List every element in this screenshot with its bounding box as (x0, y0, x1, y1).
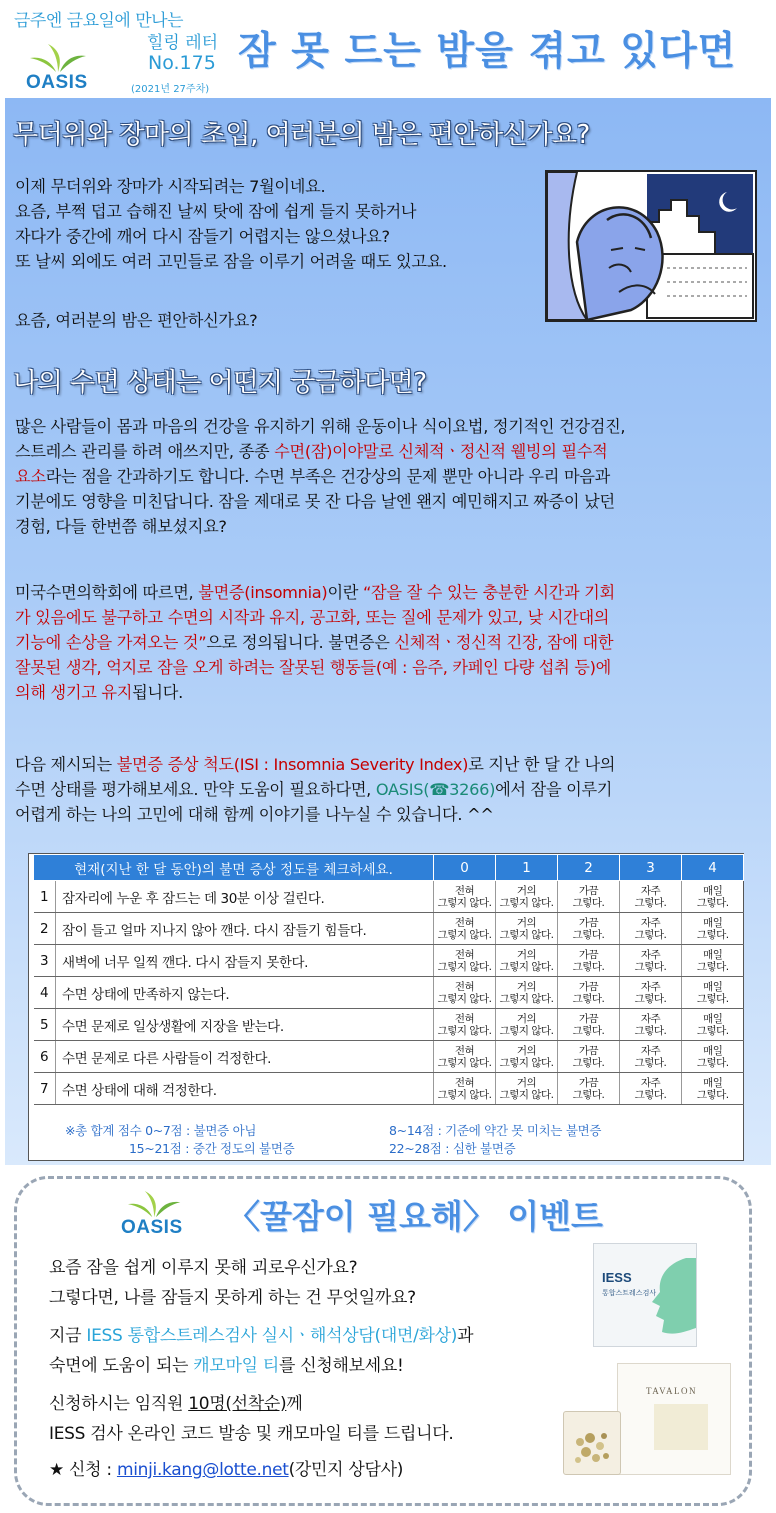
highlight-text: 불면증 증상 척도(ISI : Insomnia Severity Index) (116, 755, 469, 774)
text-line (15, 752, 615, 777)
option-label: 그렇다. (634, 1024, 667, 1037)
option-label: 가끔 (578, 884, 599, 897)
option-label: 그렇다. (696, 1088, 729, 1101)
text-line (49, 1351, 473, 1381)
text-span: 이란 (327, 583, 363, 602)
section1-heading: 무더위와 장마의 초입, 여러분의 밤은 편안하신가요? (13, 120, 590, 150)
table-body (34, 881, 744, 1105)
event-title: 〈꿀잠이 필요해〉 이벤트 (227, 1197, 603, 1236)
text-line (49, 1389, 454, 1419)
answer-option-2[interactable] (558, 1009, 620, 1041)
option-label: 매일 (703, 980, 723, 993)
option-label: 전혀 (454, 948, 475, 961)
text-line (49, 1455, 403, 1485)
page-title: 잠 못 드는 밤을 겪고 있다면 (238, 29, 737, 74)
option-label: 그렇지 않다. (437, 928, 492, 941)
row-number: 7 (34, 1073, 56, 1105)
option-label: 그렇지 않다. (437, 960, 492, 973)
highlight-text: 불면증(insomnia) (198, 583, 328, 602)
option-label: 자주 (640, 980, 661, 993)
text-span: 에서 잠을 이루기 (495, 780, 613, 799)
question-text: 수면 문제로 일상생활에 지장을 받는다. (56, 1009, 434, 1041)
event-intro (49, 1253, 416, 1313)
option-label: 가끔 (578, 1076, 599, 1089)
option-label: 그렇다. (572, 1088, 605, 1101)
tea-leaves-icon (564, 1412, 620, 1474)
highlight-text: 요소 (15, 467, 46, 486)
option-label: 그렇다. (572, 896, 605, 909)
section2-paragraph1 (15, 414, 625, 539)
header (0, 0, 776, 98)
tea-bag-image (563, 1411, 621, 1475)
score-note: ※총 합계 점수 0~7점 : 불면증 아님 (65, 1123, 257, 1138)
answer-option-1[interactable] (496, 977, 558, 1009)
option-label: 그렇다. (572, 992, 605, 1005)
answer-option-1[interactable] (496, 1041, 558, 1073)
highlight-text: 의해 생기고 유지 (15, 683, 133, 702)
answer-option-0[interactable] (434, 1041, 496, 1073)
option-label: 그렇다. (572, 1056, 605, 1069)
highlight-line: 가 있음에도 불구하고 수면의 시작과 유지, 공고화, 또는 질에 문제가 있고, 낮 시간대의 (15, 608, 610, 627)
oasis-logo (121, 1191, 191, 1239)
face-silhouette-icon (636, 1258, 696, 1338)
answer-option-4[interactable] (682, 1041, 744, 1073)
text-line (49, 1321, 473, 1351)
option-label: 거의 (516, 884, 537, 897)
option-label: 그렇지 않다. (499, 1056, 554, 1069)
answer-option-3[interactable] (620, 881, 682, 913)
score-note: 22~28점 : 심한 불면증 (389, 1141, 516, 1156)
counselor-name: (강민지 상담사) (288, 1460, 404, 1480)
answer-option-1[interactable] (496, 881, 558, 913)
option-label: 그렇지 않다. (499, 992, 554, 1005)
option-label: 자주 (640, 916, 661, 929)
score-header: 4 (682, 855, 744, 881)
logo-text: OASIS (26, 72, 88, 93)
question-text: 수면 상태에 대해 걱정한다. (56, 1073, 434, 1105)
text-span: 과 (457, 1326, 474, 1346)
table-row (34, 913, 744, 945)
answer-option-0[interactable] (434, 977, 496, 1009)
option-label: 그렇다. (634, 1088, 667, 1101)
option-label: 전혀 (454, 916, 475, 929)
answer-option-4[interactable] (682, 1009, 744, 1041)
leaf-icon (121, 1191, 191, 1219)
answer-option-4[interactable] (682, 977, 744, 1009)
answer-option-2[interactable] (558, 945, 620, 977)
row-number: 4 (34, 977, 56, 1009)
answer-option-1[interactable] (496, 945, 558, 977)
option-label: 그렇다. (634, 896, 667, 909)
text-line: 경험, 다들 한번쯤 해보셨지요? (15, 517, 227, 536)
isi-table-container (28, 853, 744, 1161)
row-number: 5 (34, 1009, 56, 1041)
answer-option-3[interactable] (620, 913, 682, 945)
section1-closing (15, 308, 257, 333)
text-span: 다음 제시되는 (15, 755, 117, 774)
text-line: 이제 무더위와 장마가 시작되려는 7월이네요. (15, 177, 326, 196)
logo-text: OASIS (121, 1217, 183, 1238)
answer-option-2[interactable] (558, 1041, 620, 1073)
option-label: 그렇다. (634, 928, 667, 941)
row-number: 6 (34, 1041, 56, 1073)
section1-intro (15, 174, 447, 274)
table-row (34, 1041, 744, 1073)
text-line (15, 439, 625, 464)
text-line (15, 464, 625, 489)
book-title: IESS (602, 1270, 632, 1285)
answer-option-4[interactable] (682, 1073, 744, 1105)
tea-box-image (617, 1363, 731, 1475)
header-tagline: 금주엔 금요일에 만나는 (14, 11, 184, 31)
answer-option-2[interactable] (558, 881, 620, 913)
answer-option-1[interactable] (496, 913, 558, 945)
tea-offer: 캐모마일 티 (193, 1356, 280, 1376)
question-text: 수면 문제로 다른 사람들이 걱정한다. (56, 1041, 434, 1073)
option-label: 그렇지 않다. (437, 896, 492, 909)
option-label: 전혀 (454, 1012, 475, 1025)
option-label: 그렇다. (572, 928, 605, 941)
answer-option-1[interactable] (496, 1009, 558, 1041)
option-label: 그렇다. (634, 960, 667, 973)
text-span: 미국수면의학회에 따르면, (15, 583, 199, 602)
option-label: 자주 (640, 884, 661, 897)
table-header-row (34, 855, 744, 881)
text-span: 숙면에 도움이 되는 (49, 1356, 194, 1376)
answer-option-4[interactable] (682, 913, 744, 945)
iess-offer: IESS 통합스트레스검사 실시ㆍ해석상담(대면/화상) (86, 1326, 458, 1346)
section2-paragraph2 (15, 580, 615, 705)
option-label: 전혀 (454, 1044, 475, 1057)
event-details (49, 1389, 454, 1449)
text-span: 스트레스 관리를 하려 애쓰지만, 종종 (15, 442, 275, 461)
score-note: 8~14점 : 기준에 약간 못 미치는 불면증 (389, 1123, 602, 1138)
option-label: 거의 (516, 916, 537, 929)
option-label: 자주 (640, 1012, 661, 1025)
score-note: 15~21점 : 중간 정도의 불면증 (129, 1141, 295, 1156)
question-text: 새벽에 너무 일찍 깬다. 다시 잠들지 못한다. (56, 945, 434, 977)
text-line: 기분에도 영향을 미친답니다. 잠을 제대로 못 잔 다음 날엔 왠지 예민해지고 짜증이 났던 (15, 492, 615, 511)
text-span: 로 지난 한 달 간 나의 (468, 755, 616, 774)
option-label: 그렇다. (634, 1056, 667, 1069)
option-label: 그렇지 않다. (437, 992, 492, 1005)
option-label: 그렇지 않다. (499, 1024, 554, 1037)
header-branding (10, 6, 240, 96)
answer-option-0[interactable] (434, 1073, 496, 1105)
text-line (15, 777, 615, 802)
oasis-logo (26, 44, 94, 94)
option-label: 가끔 (578, 916, 599, 929)
text-line: 어렵게 하는 나의 고민에 대해 함께 이야기를 나누실 수 있습니다. ^^ (15, 805, 494, 824)
option-label: 거의 (516, 980, 537, 993)
highlight-text: “잠을 잘 수 있는 충분한 시간과 기회 (362, 583, 615, 602)
score-header: 2 (558, 855, 620, 881)
option-label: 가끔 (578, 948, 599, 961)
text-span: 라는 점을 간과하기도 합니다. 수면 부족은 건강상의 문제 뿐만 아니라 우리 마음과 (45, 467, 610, 486)
text-line: 요즘, 여러분의 밤은 편안하신가요? (15, 311, 258, 330)
text-line (15, 630, 615, 655)
text-line: 그렇다면, 나를 잠들지 못하게 하는 건 무엇일까요? (49, 1288, 416, 1308)
iess-book-image (593, 1243, 697, 1347)
option-label: 매일 (703, 916, 723, 929)
option-label: 그렇지 않다. (499, 960, 554, 973)
answer-option-0[interactable] (434, 945, 496, 977)
highlight-line: 잘못된 생각, 억지로 잠을 오게 하려는 잘못된 행동들(예 : 음주, 카페인 다량 섭취 등)에 (15, 658, 611, 677)
quota-text: 10명(선착순) (188, 1394, 287, 1414)
answer-option-3[interactable] (620, 1009, 682, 1041)
text-line: 또 날씨 외에도 여러 고민들로 잠을 이루기 어려울 때도 있고요. (15, 252, 447, 271)
row-number: 2 (34, 913, 56, 945)
text-line (15, 680, 615, 705)
option-label: 매일 (703, 1076, 723, 1089)
answer-option-4[interactable] (682, 945, 744, 977)
score-header: 1 (496, 855, 558, 881)
text-line: 요즘, 부쩍 덥고 습해진 날씨 탓에 잠에 쉽게 들지 못하거나 (15, 202, 417, 221)
text-line: IESS 검사 온라인 코드 발송 및 캐모마일 티를 드립니다. (49, 1424, 454, 1444)
highlight-text: 신체적ㆍ정신적 긴장, 잠에 대한 (394, 633, 614, 652)
option-label: 그렇다. (696, 896, 729, 909)
event-box (14, 1176, 752, 1506)
sleepless-illustration (545, 170, 757, 322)
tea-brand: TAVALON (646, 1386, 697, 1396)
option-label: 거의 (516, 1012, 537, 1025)
issue-number: No.175 (148, 52, 216, 74)
isi-table (33, 854, 744, 1105)
section2-heading: 나의 수면 상태는 어떤지 궁금하다면? (13, 368, 427, 398)
section2-paragraph3 (15, 752, 615, 827)
option-label: 그렇지 않다. (437, 1056, 492, 1069)
text-span: 지금 (49, 1326, 87, 1346)
sleepless-person-icon (547, 172, 755, 320)
text-span: 으로 정의됩니다. 불면증은 (206, 633, 395, 652)
score-header: 3 (620, 855, 682, 881)
option-label: 자주 (640, 948, 661, 961)
apply-label: ★ 신청 : (49, 1460, 117, 1480)
option-label: 전혀 (454, 1076, 475, 1089)
answer-option-3[interactable] (620, 977, 682, 1009)
question-text: 수면 상태에 만족하지 않는다. (56, 977, 434, 1009)
answer-option-2[interactable] (558, 1073, 620, 1105)
text-line: 많은 사람들이 몸과 마음의 건강을 유지하기 위해 운동이나 식이요법, 정기적인 건강검진, (15, 417, 626, 436)
option-label: 거의 (516, 948, 537, 961)
leaf-icon (26, 44, 94, 74)
option-label: 그렇지 않다. (499, 928, 554, 941)
option-label: 전혀 (454, 980, 475, 993)
table-row (34, 1073, 744, 1105)
option-label: 전혀 (454, 884, 475, 897)
table-row (34, 881, 744, 913)
row-number: 3 (34, 945, 56, 977)
option-label: 그렇다. (696, 928, 729, 941)
option-label: 그렇지 않다. (437, 1088, 492, 1101)
answer-option-3[interactable] (620, 945, 682, 977)
option-label: 매일 (703, 884, 723, 897)
tea-label (654, 1404, 708, 1450)
row-number: 1 (34, 881, 56, 913)
question-text: 잠자리에 누운 후 잠드는 데 30분 이상 걸린다. (56, 881, 434, 913)
table-row (34, 1009, 744, 1041)
option-label: 그렇다. (634, 992, 667, 1005)
answer-option-3[interactable] (620, 1073, 682, 1105)
option-label: 매일 (703, 948, 723, 961)
table-row (34, 977, 744, 1009)
answer-option-1[interactable] (496, 1073, 558, 1105)
answer-option-3[interactable] (620, 1041, 682, 1073)
highlight-text: 수면(잠)이야말로 신체적ㆍ정신적 웰빙의 필수적 (274, 442, 608, 461)
text-span: 신청하시는 임직원 (49, 1394, 189, 1414)
book-subtitle: 통합스트레스검사 (602, 1289, 657, 1297)
option-label: 그렇지 않다. (437, 1024, 492, 1037)
header-subtitle: 힐링 레터 (147, 33, 219, 53)
option-label: 자주 (640, 1044, 661, 1057)
table-header-title: 현재(지난 한 달 동안)의 불면 증상 정도를 체크하세요. (34, 855, 434, 881)
option-label: 가끔 (578, 1012, 599, 1025)
answer-option-0[interactable] (434, 1009, 496, 1041)
issue-week: (2021년 27주차) (131, 84, 210, 95)
event-apply (49, 1455, 403, 1485)
option-label: 그렇다. (696, 992, 729, 1005)
score-header: 0 (434, 855, 496, 881)
answer-option-0[interactable] (434, 881, 496, 913)
option-label: 자주 (640, 1076, 661, 1089)
text-line (15, 580, 615, 605)
option-label: 매일 (703, 1012, 723, 1025)
option-label: 매일 (703, 1044, 723, 1057)
text-span: 를 신청해보세요! (279, 1356, 404, 1376)
option-label: 거의 (516, 1044, 537, 1057)
option-label: 그렇다. (572, 1024, 605, 1037)
answer-option-0[interactable] (434, 913, 496, 945)
text-span: 께 (286, 1394, 303, 1414)
option-label: 그렇다. (696, 960, 729, 973)
answer-option-4[interactable] (682, 881, 744, 913)
text-span: 됩니다. (132, 683, 183, 702)
option-label: 가끔 (578, 980, 599, 993)
answer-option-2[interactable] (558, 977, 620, 1009)
option-label: 그렇지 않다. (499, 896, 554, 909)
email-link[interactable]: minji.kang@lotte.net (116, 1460, 289, 1480)
answer-option-2[interactable] (558, 913, 620, 945)
oasis-contact: OASIS(☎3266) (375, 780, 496, 799)
option-label: 그렇다. (696, 1024, 729, 1037)
event-offer (49, 1321, 473, 1381)
table-row (34, 945, 744, 977)
option-label: 가끔 (578, 1044, 599, 1057)
option-label: 그렇지 않다. (499, 1088, 554, 1101)
question-text: 잠이 들고 얼마 지나지 않아 깬다. 다시 잠들기 힘들다. (56, 913, 434, 945)
text-line: 자다가 중간에 깨어 다시 잠들기 어렵지는 않으셨나요? (15, 227, 390, 246)
text-line: 요즘 잠을 쉽게 이루지 못해 괴로우신가요? (49, 1258, 358, 1278)
text-span: 수면 상태를 평가해보세요. 만약 도움이 필요하다면, (15, 780, 376, 799)
highlight-text: 기능에 손상을 가져오는 것” (15, 633, 207, 652)
option-label: 그렇다. (696, 1056, 729, 1069)
option-label: 거의 (516, 1076, 537, 1089)
option-label: 그렇다. (572, 960, 605, 973)
